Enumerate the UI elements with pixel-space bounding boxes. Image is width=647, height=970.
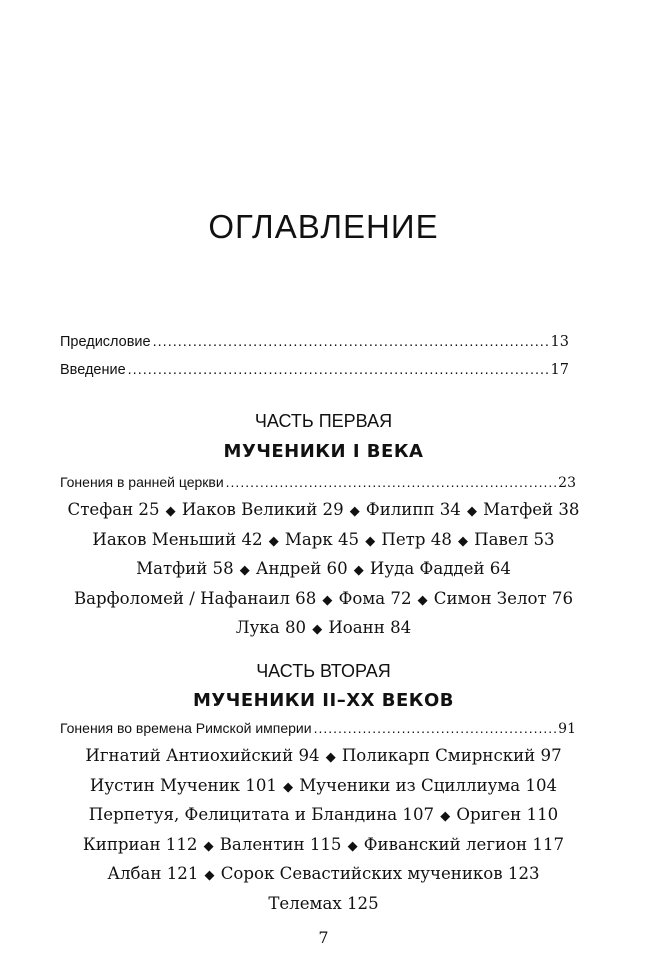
martyr-entry[interactable]: Албан 121 xyxy=(107,864,199,883)
diamond-separator-icon: ◆ xyxy=(453,533,473,549)
entry-row xyxy=(0,742,647,772)
martyr-entry[interactable]: Филипп 34 xyxy=(365,500,461,519)
entry-row xyxy=(0,585,647,615)
entry-row xyxy=(0,496,647,526)
martyr-entry[interactable]: Лука 80 xyxy=(235,618,307,637)
toc-entry-label: Введение xyxy=(60,362,126,378)
martyr-entry[interactable]: Перпетуя, Фелицитата и Бландина 107 xyxy=(88,805,435,824)
martyr-entry[interactable]: Матфей 38 xyxy=(483,500,580,519)
dot-leader xyxy=(128,362,549,378)
martyr-entry[interactable]: Павел 53 xyxy=(474,529,555,549)
martyr-entry[interactable]: Поликарп Смирнский 97 xyxy=(341,746,562,765)
martyr-entry[interactable]: Фома 72 xyxy=(338,588,412,608)
martyr-entry[interactable]: Андрей 60 xyxy=(255,559,348,578)
dot-leader xyxy=(226,474,557,490)
entry-row xyxy=(0,831,647,861)
entry-row xyxy=(0,890,647,918)
martyr-entry[interactable]: Иуда Фаддей 64 xyxy=(369,559,511,578)
diamond-separator-icon: ◆ xyxy=(345,504,364,519)
diamond-separator-icon: ◆ xyxy=(413,592,432,608)
martyr-entry[interactable]: Телемах 125 xyxy=(268,893,379,913)
toc-chapter-entry[interactable] xyxy=(60,474,576,491)
martyr-entry[interactable]: Иаков Великий 29 xyxy=(181,500,344,519)
entry-row xyxy=(0,801,647,831)
toc-entry-label: Гонения в ранней церкви xyxy=(60,474,224,490)
diamond-separator-icon: ◆ xyxy=(318,592,337,608)
toc-chapter-entry[interactable] xyxy=(60,720,576,737)
entry-row xyxy=(0,555,647,585)
martyr-entry[interactable]: Петр 48 xyxy=(381,529,452,549)
diamond-separator-icon: ◆ xyxy=(200,868,219,883)
part-title: МУЧЕНИКИ I ВЕКА xyxy=(223,441,424,462)
toc-entry-label: Предисловие xyxy=(60,334,151,350)
martyr-entry[interactable]: Марк 45 xyxy=(284,529,360,549)
martyr-entry[interactable]: Матфий 58 xyxy=(136,559,234,578)
martyr-entry[interactable]: Ориген 110 xyxy=(456,805,559,824)
martyr-entry[interactable]: Сорок Севастийских мучеников 123 xyxy=(220,864,540,883)
diamond-separator-icon: ◆ xyxy=(321,750,340,765)
toc-entry-introduction[interactable] xyxy=(60,362,569,378)
entry-row xyxy=(0,772,647,802)
martyr-entry[interactable]: Иустин Мученик 101 xyxy=(89,775,277,795)
diamond-separator-icon: ◆ xyxy=(436,809,455,824)
dot-leader xyxy=(314,720,557,736)
diamond-separator-icon: ◆ xyxy=(349,563,368,578)
page-title: ОГЛАВЛЕНИЕ xyxy=(208,208,439,245)
martyr-entry[interactable]: Игнатий Антиохийский 94 xyxy=(85,746,320,765)
page-number: 7 xyxy=(318,928,329,947)
toc-entry-page: 17 xyxy=(550,362,569,378)
diamond-separator-icon: ◆ xyxy=(161,504,180,519)
diamond-separator-icon: ◆ xyxy=(199,838,218,854)
martyr-entry[interactable]: Иоанн 84 xyxy=(328,618,412,637)
martyr-entry[interactable]: Стефан 25 xyxy=(67,500,160,519)
toc-entry-page: 23 xyxy=(558,475,576,491)
toc-entry-page: 91 xyxy=(558,721,576,737)
part-heading: ЧАСТЬ ВТОРАЯ xyxy=(256,661,391,681)
martyr-entry[interactable]: Киприан 112 xyxy=(82,834,198,854)
toc-entry-page: 13 xyxy=(550,334,569,350)
martyr-entry[interactable]: Фиванский легион 117 xyxy=(363,834,565,854)
part-title: МУЧЕНИКИ II–XX ВЕКОВ xyxy=(193,690,454,711)
dot-leader xyxy=(153,334,549,350)
diamond-separator-icon: ◆ xyxy=(235,563,254,578)
toc-entry-preface[interactable] xyxy=(60,334,569,350)
martyr-entry[interactable]: Варфоломей / Нафанаил 68 xyxy=(73,588,317,608)
diamond-separator-icon: ◆ xyxy=(361,533,380,549)
martyr-entry[interactable]: Иаков Меньший 42 xyxy=(92,529,263,549)
diamond-separator-icon: ◆ xyxy=(308,622,327,637)
martyr-entry[interactable]: Валентин 115 xyxy=(219,834,342,854)
entries-list xyxy=(0,742,647,917)
part-heading: ЧАСТЬ ПЕРВАЯ xyxy=(254,411,393,431)
diamond-separator-icon: ◆ xyxy=(278,779,298,795)
entries-list xyxy=(0,496,647,644)
entry-row xyxy=(0,614,647,644)
entry-row xyxy=(0,860,647,890)
diamond-separator-icon: ◆ xyxy=(264,533,283,549)
diamond-separator-icon: ◆ xyxy=(462,504,482,519)
diamond-separator-icon: ◆ xyxy=(343,838,362,854)
martyr-entry[interactable]: Мученики из Сциллиума 104 xyxy=(299,775,558,795)
martyr-entry[interactable]: Симон Зелот 76 xyxy=(433,588,574,608)
toc-entry-label: Гонения во времена Римской империи xyxy=(60,720,312,736)
entry-row xyxy=(0,526,647,556)
